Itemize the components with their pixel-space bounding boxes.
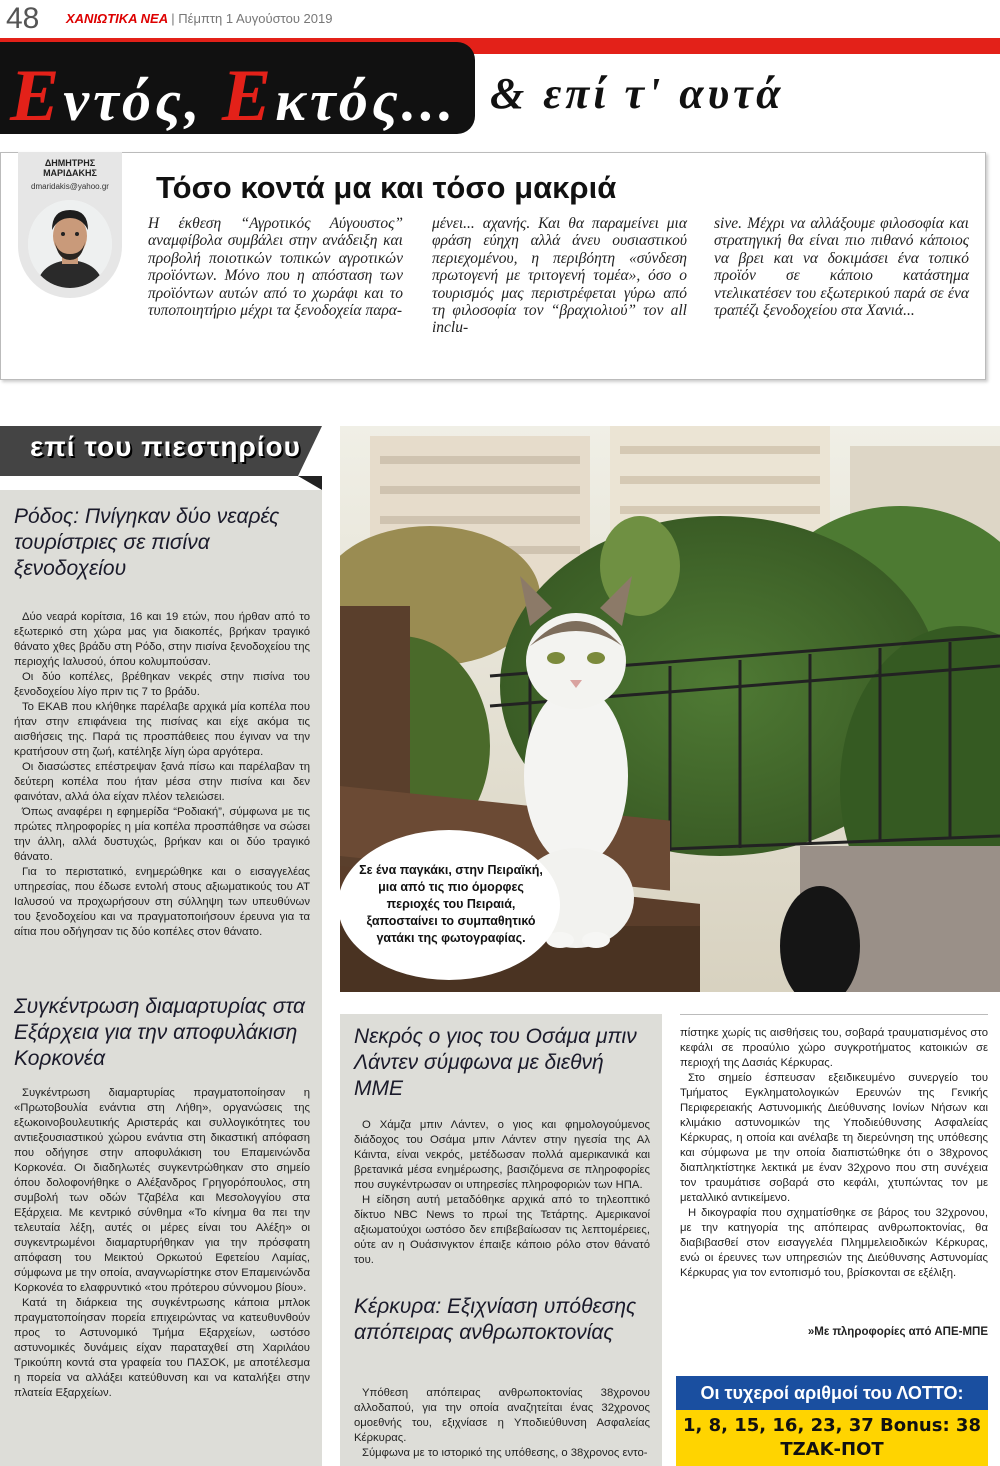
lotto-jackpot: ΤΖΑΚ-ΠΟΤ bbox=[780, 1439, 884, 1460]
headline-osama: Νεκρός ο γιος του Οσάμα μπιν Λάντεν σύμφωνα με διεθνή ΜΜΕ bbox=[354, 1025, 637, 1100]
column-text-1: Η έκθεση “Αγροτικός Αύγουστος” αναμφίβολα συμβάλει στην ανάδειξη και προβολή ποιοτικών τοπικών αγροτικών προϊόντων. Μόνο που η απόσταση των προϊόντων αυτών από το χωράφι και το τυποποιητήριο μέχρι τα ξενοδοχεία παρα- bbox=[148, 215, 403, 320]
article-rhodes-body: Δύο νεαρά κορίτσια, 16 και 19 ετών, που ήρθαν από το εξωτερικό στη χώρα μας για διακοπές, βρήκαν τραγικό θάνατο χθες βράδυ στη Ρόδο, στην πισίνα ξενοδοχείου της περιοχής Ιαλυσού, όπου κολυμπούσαν. Οι δύο κοπέλες, βρέθηκαν νεκρές στην πισίνα του ξενοδοχείου λίγο πριν τις 7 το βράδυ. Το ΕΚΑΒ που κλήθηκε παρέλαβε αρχικά μία κοπέλα που ήταν στην επιφάνεια της πισίνας και είχε ακόμα τις αισθήσεις της. Παρά τις προσπάθειες που έγιναν να την κρατήσουν στη ζωή, κατέληξε λίγη ώρα αργότερα. Οι διασώστες επέστρεψαν ξανά πίσω και παρέλαβαν τη δεύτερη κοπέλα που ήταν μέσα στην πισίνα και δεν φαινόταν, αλλά όλα είχαν πλέον τελειώσει. Όπως αναφέρει η εφημερίδα “Ροδιακή”, σύμφωνα με τις πρώτες πληροφορίες η μία κοπέλα προσπάθησε να σώσει την άλλη, αλλά δυστυχώς, βρήκαν και οι δύο τραγικό θάνατο. Για το περιστατικό, ενημερώθηκε και ο εισαγγελέας υπηρεσίας, που έδωσε εντολή στους αξιωματικούς του ΑΤ Ιαλυσού να προχωρήσουν στη σύλληψη των υπευθύνων του ξενοδοχείου και να πραγματοποιήσουν έρευνα για τα αίτια που οδήγησαν τις δύο κοπέλες στον θάνατο. bbox=[14, 611, 310, 938]
top-bar bbox=[0, 0, 1000, 40]
banner-fold bbox=[298, 476, 322, 490]
lotto-results bbox=[676, 1410, 988, 1466]
author-avatar bbox=[28, 200, 112, 288]
photo-caption: Σε ένα παγκάκι, στην Πειραϊκή, μια από τις πιο όμορφες περιοχές του Πειραιά, ξαποσταίνει το συμπαθητικό γατάκι της φωτογραφίας. bbox=[359, 863, 543, 945]
section-title: Εντός, Εκτός... bbox=[10, 55, 458, 137]
article-kerkyra-body: Υπόθεση απόπειρας ανθρωποκτονίας 38χρονου αλλοδαπού, για την οποία αναζητείται ένας 32χρονος ομοεθνής του, εξιχνίασε η Υποδιεύθυνση Ασφαλείας Κέρκυρας. Σύμφωνα με το ιστορικό της υπόθεσης, ο 38χρονος εντο- bbox=[354, 1387, 650, 1459]
issue-date: Πέμπτη 1 Αυγούστου 2019 bbox=[178, 11, 333, 26]
article-osama-body: Ο Χάμζα μπιν Λάντεν, ο γιος και φημολογούμενος διάδοχος του Οσάμα μπιν Λάντεν στην ηγεσία της Αλ Κάιντα, είναι νεκρός, μετέδωσαν πολλά αμερικανικά και βρετανικά μέσα ενημέρωσης, βασιζόμενα σε πληροφορίες που συγκέντρωσαν οι υπηρεσίες πληροφοριών των ΗΠΑ. Η είδηση αυτή μεταδόθηκε αρχικά από το τηλεοπτικό δίκτυο NBC News το πρωί της Τετάρτης. Αμερικανοί αξιωματούχοι ωστόσο δεν επιβεβαίωσαν τις λεπτομέρειες, ούτε αν η Ουάσινγκτον έπαιξε κάποιο ρόλο στον θάνατό του. bbox=[354, 1119, 650, 1266]
author-email: dmaridakis@yahoo.gr bbox=[31, 182, 109, 191]
headline-exarchia: Συγκέντρωση διαμαρτυρίας στα Εξάρχεια για την αποφυλάκιση Κορκονέα bbox=[14, 995, 305, 1070]
publication-line: ΧΑΝΙΩΤΙΚΑ ΝΕΑ | Πέμπτη 1 Αυγούστου 2019 bbox=[66, 11, 333, 26]
section-subtitle: & επί τ' αυτά bbox=[490, 69, 785, 118]
page-number: 48 bbox=[6, 2, 40, 35]
article-kerkyra-continued: πίστηκε χωρίς τις αισθήσεις του, σοβαρά τραυματισμένος στο κεφάλι σε προαύλιο χώρο συγκροτήματος κατοικιών σε περιοχή της Δασιάς Κέρκυρας. Στο σημείο έσπευσαν εξειδικευμένο συνεργείο του Τμήματος Εγκληματολογικών Ερευνών της Γενικής Περιφερειακής Αστυνομικής Διεύθυνσης Ιονίων Νήσων και κλιμάκιο αστυνομικών της Υποδιεύθυνσης Ασφαλείας Κέρκυρας, η οποία και ανέλαβε τη διερεύνηση της υπόθεσης και σύμφωνα με την οποία διαπιστώθηκε ότι ο 38χρονος διαπληκτίστηκε λεκτικά με έναν 32χρονο που στη συνέχεια τον τραυμάτισε σοβαρά στο κεφάλι, χτυπώντας τον με μεταλλικό αντικείμενο. Η δικογραφία που σχηματίσθηκε σε βάρος του 32χρονου, με την κατηγορία της απόπειρας ανθρωποκτονίας, θα διαβιβασθεί στον εισαγγελέα Πλημμελειοδικών Κέρκυρας, ενώ οι έρευνες των υπηρεσιών της Διεύθυνσης Αστυνομίας Κέρκυρας για τον εντοπισμό του, βρίσκονται σε εξέλιξη. bbox=[680, 1027, 988, 1279]
publication-name: ΧΑΝΙΩΤΙΚΑ ΝΕΑ bbox=[66, 11, 168, 26]
column-text-3: sive. Μέχρι να αλλάξουμε φιλοσοφία και στρατηγική θα είναι πιο πιθανό κάποιος να βρει και να δοκιμάσει ένα τοπικό προϊόν σε κάποιο κατάστημα ντελικατέσεν του εξωτερικού παρά σε ένα τραπέζι ξενοδοχείου στα Χανιά... bbox=[714, 215, 969, 320]
lotto-title: Οι τυχεροί αριθμοί του ΛΟΤΤΟ: bbox=[676, 1376, 988, 1410]
article-exarchia-body: Συγκέντρωση διαμαρτυρίας πραγματοποίησαν η «Πρωτοβουλία ενάντια στη Λήθη», οργανώσεις της εξωκοινοβουλευτικής Αριστεράς και συλλογικότητες του αντιεξουσιαστικού χώρου ενάντια στη δικαστική απόφαση που οδήγησε στην αποφυλάκιση του Επαμεινώνδα Κορκονέα. Οι διαδηλωτές συγκεντρώθηκαν στο σημείο όπου δολοφονήθηκε ο Αλέξανδρος Γρηγορόπουλος, στη συμβολή των οδών Τζαβέλα και Μεσολογγίου στα Εξάρχεια. Με κεντρικό σύνθημα «Το κίνημα θα πει την τελευταία λέξη, αυτές οι μέρες είναι του Αλέξη» οι συγκεντρωμένοι διαμαρτυρήθηκαν για την πρόσφατη απόφαση του Μεικτού Ορκωτού Εφετείου Λαμίας, σύμφωνα με την οποία, αναγνωρίστηκε στον Επαμεινώνδα Κορκονέα το ελαφρυντικό «του πρότερου σύννομου βίου». Κατά τη διάρκεια της συγκέντρωσης κάποια μπλοκ πραγματοποίησαν πορεία επιχειρώντας να κατευθυνθούν προς το Αστυνομικό Τμήμα Εξαρχείων, ωστόσο αστυνομικές δυνάμεις είχαν παραταχθεί στη Χαριλάου Τρικούπη κοντά στα γραφεία του ΠΑΣΟΚ, με αποτέλεσμα η πορεία να αλλάξει κατεύθυνση και να καταλήξει στην πλατεία Εξαρχείων. bbox=[14, 1087, 310, 1399]
column-title: Τόσο κοντά μα και τόσο μακριά bbox=[156, 170, 617, 205]
lotto-numbers: 1, 8, 15, 16, 23, 37 Bonus: 38 bbox=[683, 1415, 981, 1436]
article-source-credit: »Με πληροφορίες από ΑΠΕ-ΜΠΕ bbox=[807, 1326, 988, 1338]
right-column-rule bbox=[680, 1014, 988, 1015]
author-name: ΔΗΜΗΤΡΗΣ ΜΑΡΙΔΑΚΗΣ bbox=[43, 158, 97, 178]
press-banner-title: επί του πιεστηρίου bbox=[30, 431, 301, 462]
headline-rhodes: Ρόδος: Πνίγηκαν δύο νεαρές τουρίστριες σε πισίνα ξενοδοχείου bbox=[14, 505, 280, 580]
column-text-2: μένει... αχανής. Και θα παραμείνει μια φράση εύηχη αλλά άνευ ουσιαστικού περιεχομένου, η περιβόητη «σύνδεση πρωτογενή με τριτογενή τομέα», όσο ο τουρισμός μας περιστρέφεται γύρω από τη φιλοσοφία τον “βραχιολιού” τον all inclu- bbox=[432, 215, 687, 337]
headline-kerkyra: Κέρκυρα: Εξιχνίαση υπόθεσης απόπειρας ανθρωποκτονίας bbox=[354, 1295, 637, 1344]
